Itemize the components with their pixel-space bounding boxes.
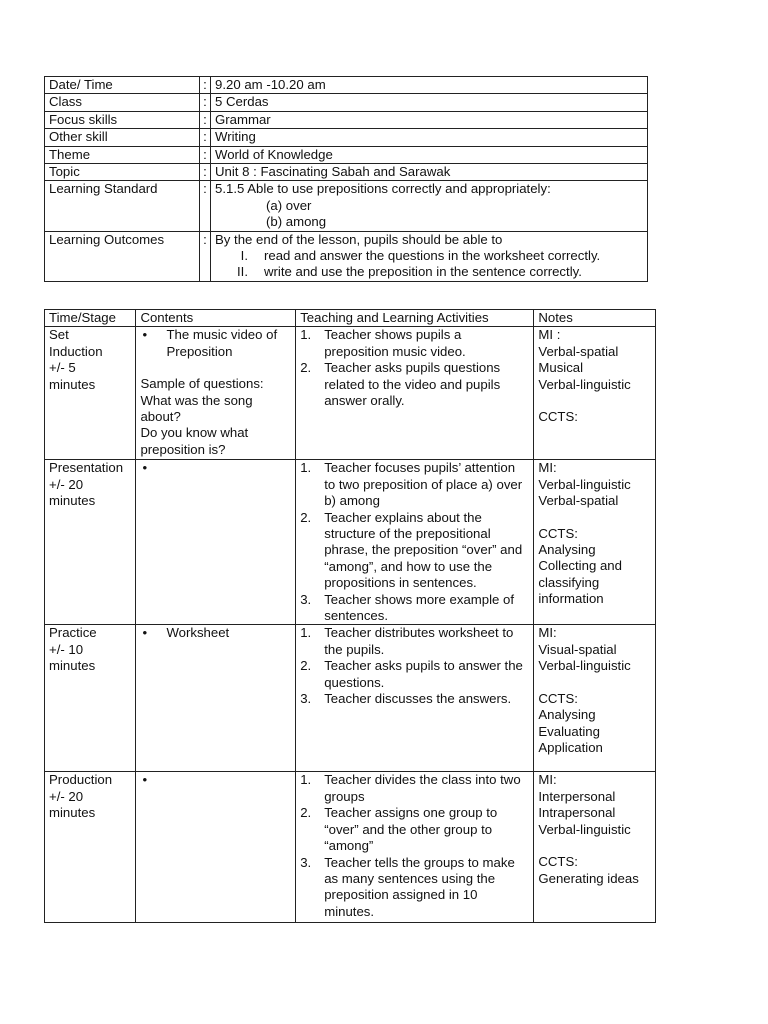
contents-list	[140, 625, 291, 641]
list-item	[140, 460, 291, 476]
content-line: Sample of questions:	[140, 376, 264, 392]
info-colon: :	[200, 164, 211, 181]
content-text: The music video of Preposition	[166, 327, 278, 359]
content-line: Do you know what preposition is?	[140, 425, 249, 457]
info-colon: :	[200, 181, 211, 231]
info-value: 5 Cerdas	[211, 94, 648, 111]
note-line: Musical	[538, 360, 584, 376]
list-item	[140, 772, 291, 788]
info-label: Date/ Time	[45, 77, 200, 94]
info-label: Topic	[45, 164, 200, 181]
header-notes: Notes	[534, 310, 656, 327]
learning-outcome-text: read and answer the questions in the worksheet correctly.	[264, 248, 601, 264]
header-time-stage: Time/Stage	[45, 310, 136, 327]
info-value: Unit 8 : Fascinating Sabah and Sarawak	[211, 164, 648, 181]
learning-outcome-item	[215, 248, 643, 264]
list-item: 3. Teacher discusses the answers.	[300, 691, 512, 707]
activities-cell	[296, 460, 534, 625]
stage-line: Production	[49, 772, 113, 788]
notes-cell	[534, 460, 656, 625]
activities-list	[300, 625, 529, 707]
stage-line: +/- 20	[49, 788, 84, 804]
activities-list	[300, 327, 529, 409]
learning-outcome-item	[215, 264, 643, 280]
info-label: Class	[45, 94, 200, 111]
note-line: Evaluating	[538, 723, 600, 739]
stage-line: minutes	[49, 376, 96, 392]
list-item	[140, 625, 291, 641]
stage-line: +/- 20	[49, 476, 84, 492]
note-line: Analysing	[538, 542, 596, 558]
note-line: Visual-spatial	[538, 641, 617, 657]
activity-text: Teacher discusses the answers.	[324, 691, 512, 707]
list-item	[140, 327, 291, 360]
content-line: What was the song about?	[140, 392, 253, 425]
note-line: Application	[538, 739, 603, 755]
note-line: Verbal-linguistic	[538, 376, 631, 392]
list-item: 2. Teacher asks pupils to answer the questions.	[300, 658, 529, 691]
info-label: Other skill	[45, 129, 200, 146]
info-label: Learning Standard	[45, 181, 200, 231]
note-line: Generating ideas	[538, 870, 639, 886]
list-item: 2. Teacher explains about the structure of the prepositional phrase, the preposition “over” and “among”, and how to use the propositions in sentences.	[300, 510, 529, 592]
info-row-theme	[45, 146, 648, 163]
note-line: Verbal-spatial	[538, 493, 619, 509]
info-label: Learning Outcomes	[45, 231, 200, 281]
list-item: 1. Teacher divides the class into two groups	[300, 772, 529, 805]
row-set-induction	[45, 327, 656, 460]
stage-line: Practice	[49, 625, 97, 641]
info-value: Writing	[211, 129, 648, 146]
note-line: CCTS:	[538, 409, 578, 425]
activity-text: Teacher explains about the structure of the prepositional phrase, the preposition “over” and “among”, and how to use the propositions in sentences.	[324, 509, 523, 591]
header-activities: Teaching and Learning Activities	[296, 310, 534, 327]
activity-text: Teacher asks pupils to answer the questions.	[324, 658, 523, 690]
activity-text: Teacher shows more example of sentences.	[324, 591, 515, 624]
info-row-learning-outcomes	[45, 231, 648, 281]
activity-text: Teacher focuses pupils’ attention to two preposition of place a) over b) among	[324, 460, 523, 509]
activities-list	[300, 772, 529, 920]
stage-line: minutes	[49, 493, 96, 509]
info-colon: :	[200, 77, 211, 94]
stage-line: Induction	[49, 343, 103, 359]
note-line: MI:	[538, 460, 557, 476]
stage-line: Presentation	[49, 460, 124, 476]
info-label: Focus skills	[45, 111, 200, 128]
info-colon: :	[200, 146, 211, 163]
note-line: CCTS:	[538, 690, 578, 706]
stage-line: minutes	[49, 805, 96, 821]
activities-cell	[296, 625, 534, 772]
row-presentation	[45, 460, 656, 625]
note-line: Verbal-linguistic	[538, 821, 631, 837]
list-item: 3. Teacher shows more example of sentences.	[300, 592, 529, 625]
contents-cell	[136, 772, 296, 923]
list-item: 2. Teacher assigns one group to “over” and the other group to “among”	[300, 805, 529, 854]
note-line: Verbal-spatial	[538, 343, 619, 359]
content-text: Worksheet	[166, 625, 230, 641]
plan-header-row	[45, 310, 656, 327]
row-practice	[45, 625, 656, 772]
activity-text: Teacher tells the groups to make as many sentences using the preposition assigned in 10 minutes.	[324, 854, 515, 919]
contents-list	[140, 772, 291, 788]
info-row-focus-skills	[45, 111, 648, 128]
activity-text: Teacher assigns one group to “over” and the other group to “among”	[324, 805, 498, 854]
learning-standard-option-a: (a) over	[266, 197, 312, 213]
learning-standard-option-b: (b) among	[266, 214, 327, 230]
note-line: Verbal-linguistic	[538, 476, 631, 492]
learning-outcome-text: write and use the preposition in the sentence correctly.	[264, 264, 582, 280]
contents-cell	[136, 327, 296, 460]
header-contents: Contents	[136, 310, 296, 327]
bullet-icon: •	[142, 625, 148, 641]
info-value: Grammar	[211, 111, 648, 128]
contents-cell	[136, 625, 296, 772]
info-value: World of Knowledge	[211, 146, 648, 163]
info-row-topic	[45, 164, 648, 181]
note-line: MI :	[538, 327, 561, 343]
list-item: 1. Teacher distributes worksheet to the pupils.	[300, 625, 529, 658]
notes-cell	[534, 772, 656, 923]
notes-cell	[534, 625, 656, 772]
note-line: Analysing	[538, 707, 596, 723]
note-line: Interpersonal	[538, 788, 616, 804]
activities-cell	[296, 327, 534, 460]
activity-text: Teacher asks pupils questions related to the video and pupils answer orally.	[324, 360, 501, 409]
note-line: Verbal-linguistic	[538, 658, 631, 674]
stage-line: minutes	[49, 658, 96, 674]
info-row-class	[45, 94, 648, 111]
activity-text: Teacher shows pupils a preposition music video.	[324, 327, 466, 359]
info-colon: :	[200, 129, 211, 146]
notes-cell	[534, 327, 656, 460]
row-production	[45, 772, 656, 923]
bullet-icon: •	[142, 772, 148, 788]
info-colon: :	[200, 111, 211, 128]
stage-cell	[45, 460, 136, 625]
lesson-plan-table	[44, 309, 656, 923]
bullet-icon: •	[142, 460, 148, 476]
bullet-icon: •	[142, 327, 148, 343]
stage-cell	[45, 772, 136, 923]
list-item: 3. Teacher tells the groups to make as many sentences using the preposition assigned in 10 minutes.	[300, 855, 529, 921]
stage-cell	[45, 327, 136, 460]
activity-text: Teacher divides the class into two groups	[324, 772, 521, 804]
stage-cell	[45, 625, 136, 772]
note-line: Intrapersonal	[538, 805, 616, 821]
stage-line: +/- 5	[49, 360, 76, 376]
info-colon: :	[200, 94, 211, 111]
learning-outcomes-value	[211, 231, 648, 281]
info-row-learning-standard	[45, 181, 648, 231]
info-value: 9.20 am -10.20 am	[211, 77, 648, 94]
learning-standard-text: 5.1.5 Able to use prepositions correctly and appropriately:	[215, 181, 551, 197]
info-row-other-skill	[45, 129, 648, 146]
info-row-date-time	[45, 77, 648, 94]
stage-line: Set	[49, 327, 69, 343]
lesson-info-table	[44, 76, 648, 282]
list-item: 1. Teacher shows pupils a preposition music video.	[300, 327, 529, 360]
note-line: CCTS:	[538, 854, 578, 870]
roman-numeral: I.	[240, 248, 248, 264]
roman-numeral: II.	[237, 264, 248, 280]
learning-outcomes-intro: By the end of the lesson, pupils should be able to	[215, 231, 503, 247]
note-line: Collecting and classifying information	[538, 558, 622, 607]
activities-cell	[296, 772, 534, 923]
contents-list	[140, 327, 291, 360]
list-item: 1. Teacher focuses pupils’ attention to two preposition of place a) over b) among	[300, 460, 529, 509]
activities-list	[300, 460, 529, 624]
activity-text: Teacher distributes worksheet to the pupils.	[324, 625, 514, 657]
info-label: Theme	[45, 146, 200, 163]
note-line: MI:	[538, 625, 557, 641]
contents-cell	[136, 460, 296, 625]
note-line: CCTS:	[538, 525, 578, 541]
info-colon: :	[200, 231, 211, 281]
learning-standard-value	[211, 181, 648, 231]
stage-line: +/- 10	[49, 641, 84, 657]
note-line: MI:	[538, 772, 557, 788]
list-item: 2. Teacher asks pupils questions related to the video and pupils answer orally.	[300, 360, 529, 409]
contents-list	[140, 460, 291, 476]
